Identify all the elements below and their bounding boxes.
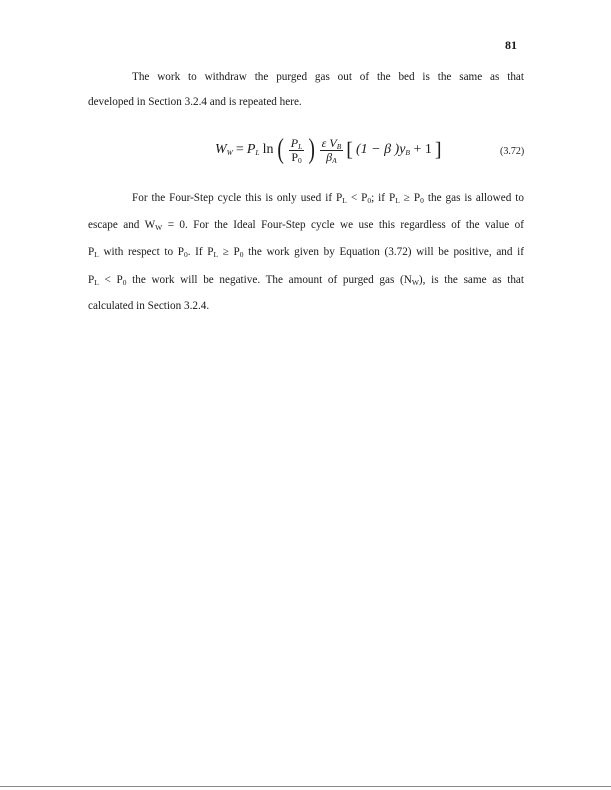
eq-equals: = <box>235 142 244 157</box>
text-run: ), is the same as that <box>418 274 524 286</box>
eq-p <box>247 142 260 158</box>
text-run: ≥ P <box>399 192 421 204</box>
frac1-den <box>291 151 301 164</box>
eq-frac2 <box>320 137 344 164</box>
bracket-body-text: (1 − β )y <box>355 142 406 157</box>
eq-bracket-close: ] <box>434 138 442 161</box>
text-run: with respect to P <box>98 246 184 258</box>
eq-p-letter: P <box>246 142 256 157</box>
text-run: calculated in Section 3.2.4. <box>88 300 210 312</box>
bracket-tail: + 1 <box>410 142 432 157</box>
subscript: 0 <box>420 196 424 205</box>
eq-paren-open: ( <box>277 134 285 165</box>
text-run: the gas is allowed to <box>423 192 524 204</box>
subscript: 0 <box>183 250 188 259</box>
eq-w: W <box>215 142 227 157</box>
frac2-num <box>320 137 344 151</box>
frac1-den-sub: 0 <box>298 155 302 165</box>
subscript: L <box>94 278 99 287</box>
frac2-den-text: β <box>326 149 333 164</box>
text-run: the work will be negative. The amount of purged gas (N <box>126 274 412 286</box>
equation-3-72 <box>215 136 442 164</box>
frac2-num-sub: B <box>336 141 342 151</box>
text-run: the work given by Equation (3.72) will be positive, and if <box>243 246 524 258</box>
subscript: W <box>155 223 163 232</box>
text-line <box>132 70 524 84</box>
text-run: For the Four-Step cycle this is only used if P <box>132 192 343 204</box>
text-line <box>132 191 524 205</box>
text-line <box>88 95 524 109</box>
frac1-den-text: P <box>291 149 298 164</box>
equation-number: (3.72) <box>500 146 525 157</box>
text-line <box>88 273 524 287</box>
bracket-sub: B <box>405 148 411 157</box>
text-run: < P <box>346 192 368 204</box>
frac2-num-text: ε V <box>321 135 337 150</box>
eq-ln: ln <box>262 142 274 157</box>
text-run: ; if P <box>371 192 396 204</box>
frac2-den <box>326 151 337 164</box>
subscript: L <box>395 196 400 205</box>
text-run: developed in Section 3.2.4 and is repeated here. <box>88 96 302 108</box>
subscript: 0 <box>122 278 127 287</box>
text-run: P <box>88 274 95 286</box>
eq-p-sub: L <box>255 148 260 157</box>
text-line <box>88 299 524 313</box>
eq-bracket-body <box>356 142 432 158</box>
text-run: = 0. For the Ideal Four-Step cycle we use this regardless of the value of <box>162 219 524 231</box>
frac1-num-sub: L <box>298 141 303 151</box>
subscript: W <box>411 278 419 287</box>
eq-w-sub: W <box>226 148 233 157</box>
page-edge <box>0 786 611 787</box>
eq-bracket-open: [ <box>346 138 353 161</box>
text-run: escape and W <box>88 219 156 231</box>
subscript: L <box>213 250 219 259</box>
text-run: The work to withdraw the purged gas out of the bed is the same as that <box>132 71 524 83</box>
frac2-den-sub: A <box>332 155 337 165</box>
subscript: 0 <box>367 196 372 205</box>
subscript: L <box>94 250 99 259</box>
text-run: < P <box>98 274 123 286</box>
page-number: 81 <box>505 38 517 52</box>
eq-frac1 <box>289 137 305 164</box>
frac1-num-text: P <box>290 135 299 150</box>
eq-lhs <box>215 142 233 158</box>
text-line <box>88 245 524 259</box>
eq-paren-close: ) <box>308 134 316 165</box>
text-run: P <box>88 246 95 258</box>
subscript: 0 <box>239 250 244 259</box>
text-line <box>88 218 524 232</box>
text-run: ≥ P <box>218 246 240 258</box>
text-run: . If P <box>187 246 214 258</box>
frac1-num <box>289 137 305 151</box>
subscript: L <box>342 196 347 205</box>
